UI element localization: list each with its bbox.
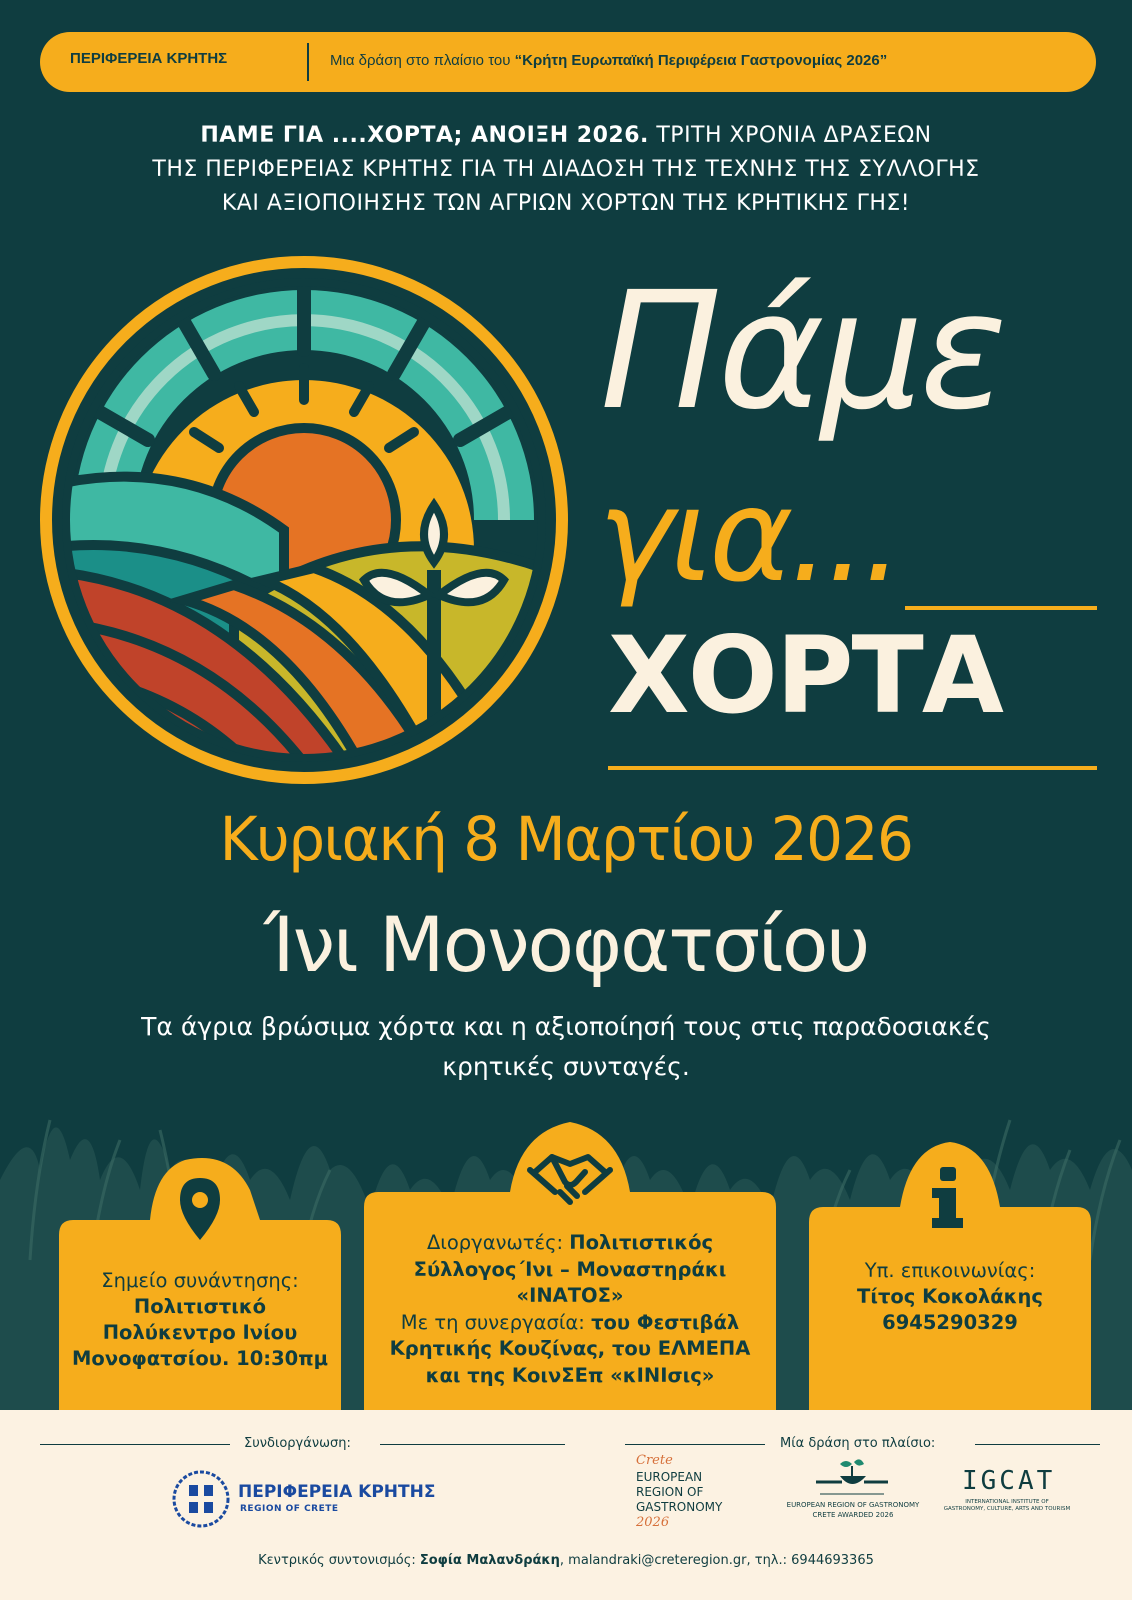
igcat-text: INTERNATIONAL INSTITUTE OF GASTRONOMY, CULTURE, ARTS AND TOURISM — [943, 1499, 1071, 1512]
framework-label: Μία δράση στο πλαίσιο: — [780, 1436, 936, 1451]
coordination-prefix: Κεντρικός συντονισμός: — [258, 1553, 420, 1568]
organizers-line-3: «ΙΝΑΤΟΣ» — [516, 1284, 624, 1307]
cooperation-line-1: Με τη συνεργασία: του Φεστιβάλ — [400, 1310, 740, 1334]
event-description-line-2: κρητικές συνταγές. — [442, 1052, 690, 1081]
intro-rest: ΤΡΙΤΗ ΧΡΟΝΙΑ ΔΡΑΣΕΩΝ — [648, 123, 932, 148]
sun-field-emblem — [34, 250, 574, 790]
footer-line — [975, 1444, 1100, 1445]
event-date: Κυριακή 8 Μαρτίου 2026 — [219, 803, 913, 875]
title-line-2: για... — [598, 462, 900, 611]
header-framework-title: “Κρήτη Ευρωπαϊκή Περιφέρεια Γαστρονομίας 2026” — [514, 52, 888, 69]
footer-line — [625, 1444, 765, 1445]
erg-year: 2026 — [636, 1515, 670, 1530]
region-logo-sub: REGION OF CRETE — [240, 1504, 339, 1514]
coorganization-label: Συνδιοργάνωση: — [244, 1436, 351, 1451]
title-line-3: ΧΟΡΤΑ — [608, 614, 1002, 737]
meeting-card-text — [60, 1268, 340, 1372]
erg-award-logo — [812, 1458, 892, 1500]
meeting-label: Σημείο συνάντησης: — [101, 1269, 299, 1292]
title-line-1: Πάμε — [600, 258, 1004, 446]
erg-wordmark: EUROPEAN REGION OF GASTRONOMY — [636, 1470, 723, 1514]
footer-line — [40, 1444, 230, 1445]
region-logo-text: ΠΕΡΙΦΕΡΕΙΑ ΚΡΗΤΗΣ — [238, 1482, 436, 1502]
organizers-card-text — [365, 1230, 775, 1389]
cooperation-line-2: Κρητικής Κουζίνας, του ΕΛΜΕΠΑ — [389, 1337, 751, 1360]
header-framework-prefix: Μια δράση στο πλαίσιο του — [330, 52, 515, 69]
title-rule-top — [905, 606, 1097, 610]
header-region-label: ΠΕΡΙΦΕΡΕΙΑ ΚΡΗΤΗΣ — [70, 50, 228, 67]
erg-crete: Crete — [636, 1453, 673, 1468]
event-description-line-1: Τα άγρια βρώσιμα χόρτα και η αξιοποίησή τους στις παραδοσιακές — [141, 1012, 991, 1041]
contact-phone: 6945290329 — [882, 1311, 1018, 1334]
meeting-line-3: Μονοφατσίου. 10:30πμ — [72, 1347, 328, 1370]
greek-emblem-logo — [172, 1470, 230, 1528]
contact-card-text — [810, 1258, 1090, 1336]
organizers-line-1: Διοργανωτές: Πολιτιστικός — [426, 1231, 714, 1254]
intro-line-1 — [0, 123, 1132, 148]
footer-line — [380, 1444, 565, 1445]
contact-name: Τίτος Κοκολάκης — [857, 1285, 1043, 1308]
intro-line-2: ΤΗΣ ΠΕΡΙΦΕΡΕΙΑΣ ΚΡΗΤΗΣ ΓΙΑ ΤΗ ΔΙΑΔΟΣΗ ΤΗΣ ΤΕΧΝΗΣ ΤΗΣ ΣΥΛΛΟΓΗΣ — [152, 157, 980, 182]
meeting-line-1: Πολιτιστικό — [133, 1295, 267, 1318]
coordination-name: Σοφία Μαλανδράκη — [419, 1553, 560, 1568]
coordination-contact: , malandraki@creteregion.gr, τηλ.: 6944693365 — [559, 1553, 874, 1568]
intro-bold: ΠΑΜΕ ΓΙΑ ....ΧΟΡΤΑ; ΑΝΟΙΞΗ 2026. — [200, 123, 649, 148]
cooperation-line-3: και της ΚοινΣΕπ «κΙΝΙσις» — [425, 1363, 715, 1387]
meeting-line-2: Πολύκεντρο Ινίου — [102, 1321, 298, 1344]
igcat-logo: IGCAT — [962, 1466, 1056, 1496]
organizers-line-2: Σύλλογος΄Ινι – Μοναστηράκι — [413, 1257, 727, 1281]
title-rule-bottom — [608, 766, 1097, 770]
erg-award-text: EUROPEAN REGION OF GASTRONOMY CRETE AWARDED 2026 — [786, 1501, 920, 1519]
event-place: Ίνι Μονοφατσίου — [263, 900, 869, 989]
intro-line-3: ΚΑΙ ΑΞΙΟΠΟΙΗΣΗΣ ΤΩΝ ΑΓΡΙΩΝ ΧΟΡΤΩΝ ΤΗΣ ΚΡΗΤΙΚΗΣ ΓΗΣ! — [221, 191, 911, 216]
header-framework-text — [330, 52, 887, 69]
coordination-line — [0, 1553, 1132, 1568]
header-divider — [307, 43, 309, 81]
contact-label: Υπ. επικοινωνίας: — [864, 1259, 1036, 1282]
